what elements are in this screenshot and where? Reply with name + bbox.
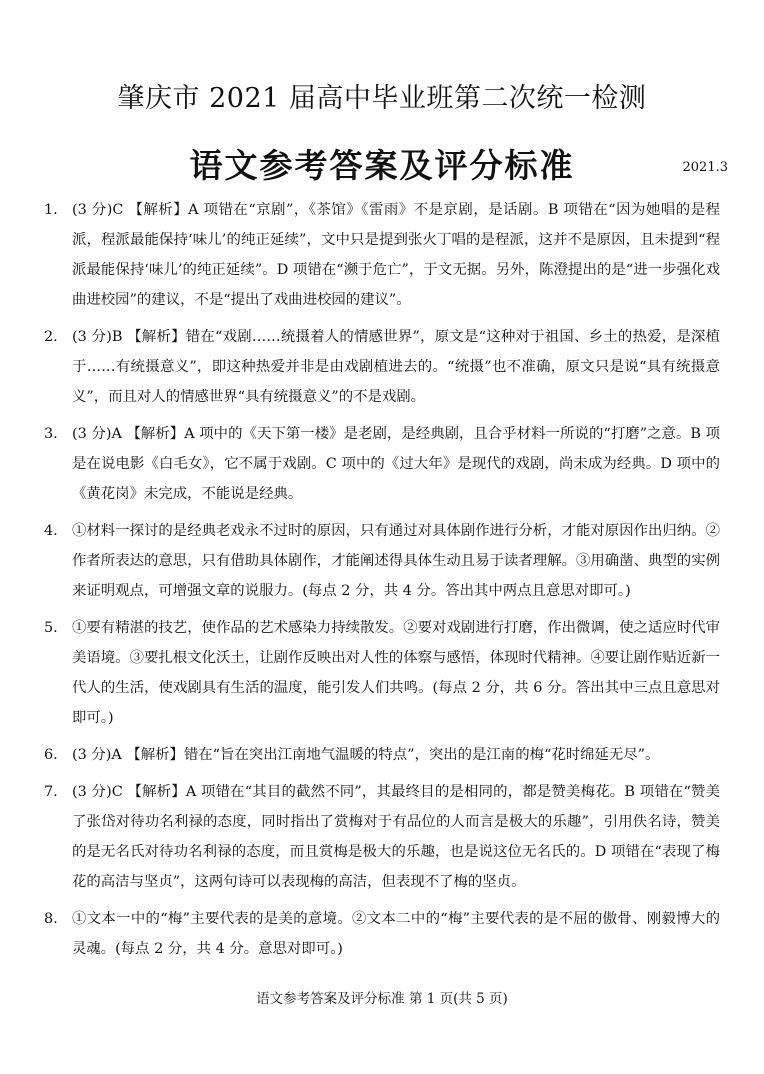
document-title: 肇庆市 2021 届高中毕业班第二次统一检测: [117, 83, 647, 114]
item-text: (3 分)C 【解析】A 项错在“京剧”，《茶馆》《雷雨》不是京剧，是话剧。B 项错在“因为她唱的是程派，程派最能保持‘味儿’的纯正延续”，文中只是提到张火丁唱的是程派，这并不是原因，且未提到“程派最能保持‘味儿’的纯正延续”。D 项错在“濒于危亡”，于文无据。另外，陈澄提出的是“进一步强化戏曲进校园”的建议，不是“提出了戏曲进校园的建议”。: [72, 202, 720, 308]
item-number: 8.: [44, 911, 58, 927]
answer-item-5: [44, 613, 720, 733]
item-text: (3 分)C 【解析】A 项错在“其目的截然不同”，其最终目的是相同的，都是赞美梅花。B 项错在“赞美了张岱对待功名利禄的态度，同时指出了赏梅对于有品位的人而言是极大的乐趣”，引用佚名诗，赞美的是无名氏对待功名利禄的态度，而且赏梅是极大的乐趣，也是说这位无名氏的。D 项错在“表现了梅花的高洁与坚贞”，这两句诗可以表现梅的高洁，但表现不了梅的坚贞。: [72, 784, 720, 890]
item-text: (3 分)A 【解析】A 项中的《天下第一楼》是老剧，是经典剧，且合乎材料一所说的“打磨”之意。B 项是在说电影《白毛女》，它不属于戏剧。C 项中的《过大年》是现代的戏剧，尚未成为经典。D 项中的《黄花岗》未完成，不能说是经典。: [72, 426, 720, 502]
answer-item-6: [44, 740, 720, 770]
item-number: 7.: [44, 784, 58, 800]
item-number: 6.: [44, 747, 58, 763]
page-footer: 语文参考答案及评分标准 第 1 页(共 5 页): [256, 991, 508, 1007]
item-number: 1.: [44, 202, 58, 218]
item-text: ①材料一探讨的是经典老戏永不过时的原因，只有通过对具体剧作进行分析，才能对原因作出归纳。②作者所表达的意思，只有借助具体剧作，才能阐述得具体生动且易于读者理解。③用确凿、典型的实例来证明观点，可增强文章的说服力。(每点 2 分，共 4 分。答出其中两点且意思对即可。): [72, 523, 720, 599]
item-number: 4.: [44, 523, 58, 539]
item-number: 3.: [44, 426, 58, 442]
subtitle-row: [0, 140, 764, 184]
item-text: ①要有精湛的技艺，使作品的艺术感染力持续散发。②要对戏剧进行打磨，作出微调，使之适应时代审美语境。③要扎根文化沃土，让剧作反映出对人性的体察与感悟，体现时代精神。④要让剧作贴近新一代人的生活，使戏剧具有生活的温度，能引发人们共鸣。(每点 2 分，共 6 分。答出其中三点且意思对即可。): [72, 620, 720, 726]
answer-item-4: [44, 516, 720, 606]
item-text: (3 分)A 【解析】错在“旨在突出江南地气温暖的特点”，突出的是江南的梅“花时绵延无尽”。: [72, 747, 660, 763]
answer-item-7: [44, 777, 720, 897]
item-number: 5.: [44, 620, 58, 636]
answer-item-3: [44, 419, 720, 509]
item-text: (3 分)B 【解析】错在“戏剧……统摄着人的情感世界”，原文是“这种对于祖国、乡土的热爱，是深植于……有统摄意义”，即这种热爱并非是由戏剧植进去的。“统摄”也不准确，原文只是说“具有统摄意义”，而且对人的情感世界“具有统摄意义”的不是戏剧。: [72, 329, 720, 405]
answer-item-1: [44, 195, 720, 315]
document-date: 2021.3: [682, 160, 728, 175]
answer-list: [44, 195, 720, 971]
answer-item-2: [44, 322, 720, 412]
answer-item-8: [44, 904, 720, 964]
item-number: 2.: [44, 329, 58, 345]
item-text: ①文本一中的“梅”主要代表的是美的意境。②文本二中的“梅”主要代表的是不屈的傲骨、刚毅博大的灵魂。(每点 2 分，共 4 分。意思对即可。): [72, 911, 720, 957]
document-subtitle: 语文参考答案及评分标准: [189, 146, 575, 185]
